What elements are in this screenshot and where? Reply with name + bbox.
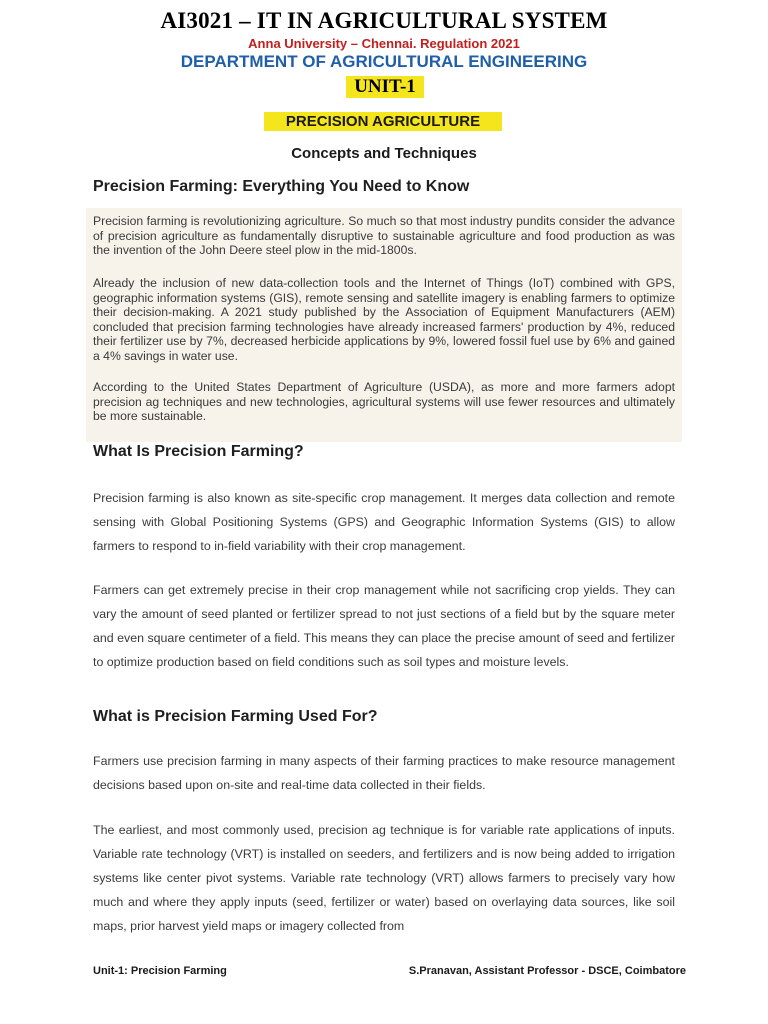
paragraph: The earliest, and most commonly used, precision ag technique is for variable rate applications of inputs. Variable rate technology (VRT) is installed on seeders, and fertilizers and is now being added to irrigation systems like center pivot systems. Variable rate technology (VRT) allows farmers to precisely vary how much and where they apply inputs (seed, fertilizer or water) based on overlaying data sources, like soil maps, prior harvest yield maps or imagery collected from: [93, 823, 675, 933]
paragraph: Precision farming is revolutionizing agriculture. So much so that most industry pundits consider the advance of precision agriculture as fundamentally disruptive to sustainable agriculture and food production as was the invention of the John Deere steel plow in the mid-1800s.: [93, 214, 675, 258]
department-title: DEPARTMENT OF AGRICULTURAL ENGINEERING: [180, 52, 588, 71]
paragraph: Farmers use precision farming in many aspects of their farming practices to make resource management decisions based upon on-site and real-time data collected in their fields.: [93, 754, 675, 792]
subtopic-title: Concepts and Techniques: [291, 145, 477, 162]
footer-left: Unit-1: Precision Farming: [93, 965, 227, 977]
topic-title: PRECISION AGRICULTURE: [264, 112, 502, 131]
university-subtitle: Anna University – Chennai. Regulation 2021: [248, 36, 520, 51]
section-heading: What is Precision Farming Used For?: [93, 708, 378, 725]
unit-title: UNIT-1: [346, 76, 424, 98]
footer-right: S.Pranavan, Assistant Professor - DSCE, Coimbatore: [408, 965, 686, 977]
paragraph: Farmers can get extremely precise in their crop management while not sacrificing crop yields. They can vary the amount of seed planted or fertilizer spread to not just sections of a field but by the square meter and even square centimeter of a field. This means they can place the precise amount of seed and fertilizer to optimize production based on field conditions such as soil types and moisture levels.: [93, 583, 675, 669]
section-heading: Precision Farming: Everything You Need to Know: [93, 178, 470, 195]
course-title: AI3021 – IT IN AGRICULTURAL SYSTEM: [160, 8, 608, 33]
paragraph: Precision farming is also known as site-specific crop management. It merges data collection and remote sensing with Global Positioning Systems (GPS) and Geographic Information Systems (GIS) to allow farmers to respond to in-field variability with their crop management.: [93, 491, 675, 553]
paragraph: According to the United States Department of Agriculture (USDA), as more and more farmers adopt precision ag techniques and new technologies, agricultural systems will use fewer resources and ultimately be more sustainable.: [93, 380, 675, 424]
paragraph: Already the inclusion of new data-collection tools and the Internet of Things (IoT) combined with GPS, geographic information systems (GIS), remote sensing and satellite imagery is enabling farmers to optimize their decision-making. A 2021 study published by the Association of Equipment Manufacturers (AEM) concluded that precision farming technologies have already increased farmers' production by 4%, reduced their fertilizer use by 7%, decreased herbicide applications by 9%, lowered fossil fuel use by 6% and gained a 4% savings in water use.: [93, 276, 675, 363]
section-heading: What Is Precision Farming?: [93, 443, 304, 460]
